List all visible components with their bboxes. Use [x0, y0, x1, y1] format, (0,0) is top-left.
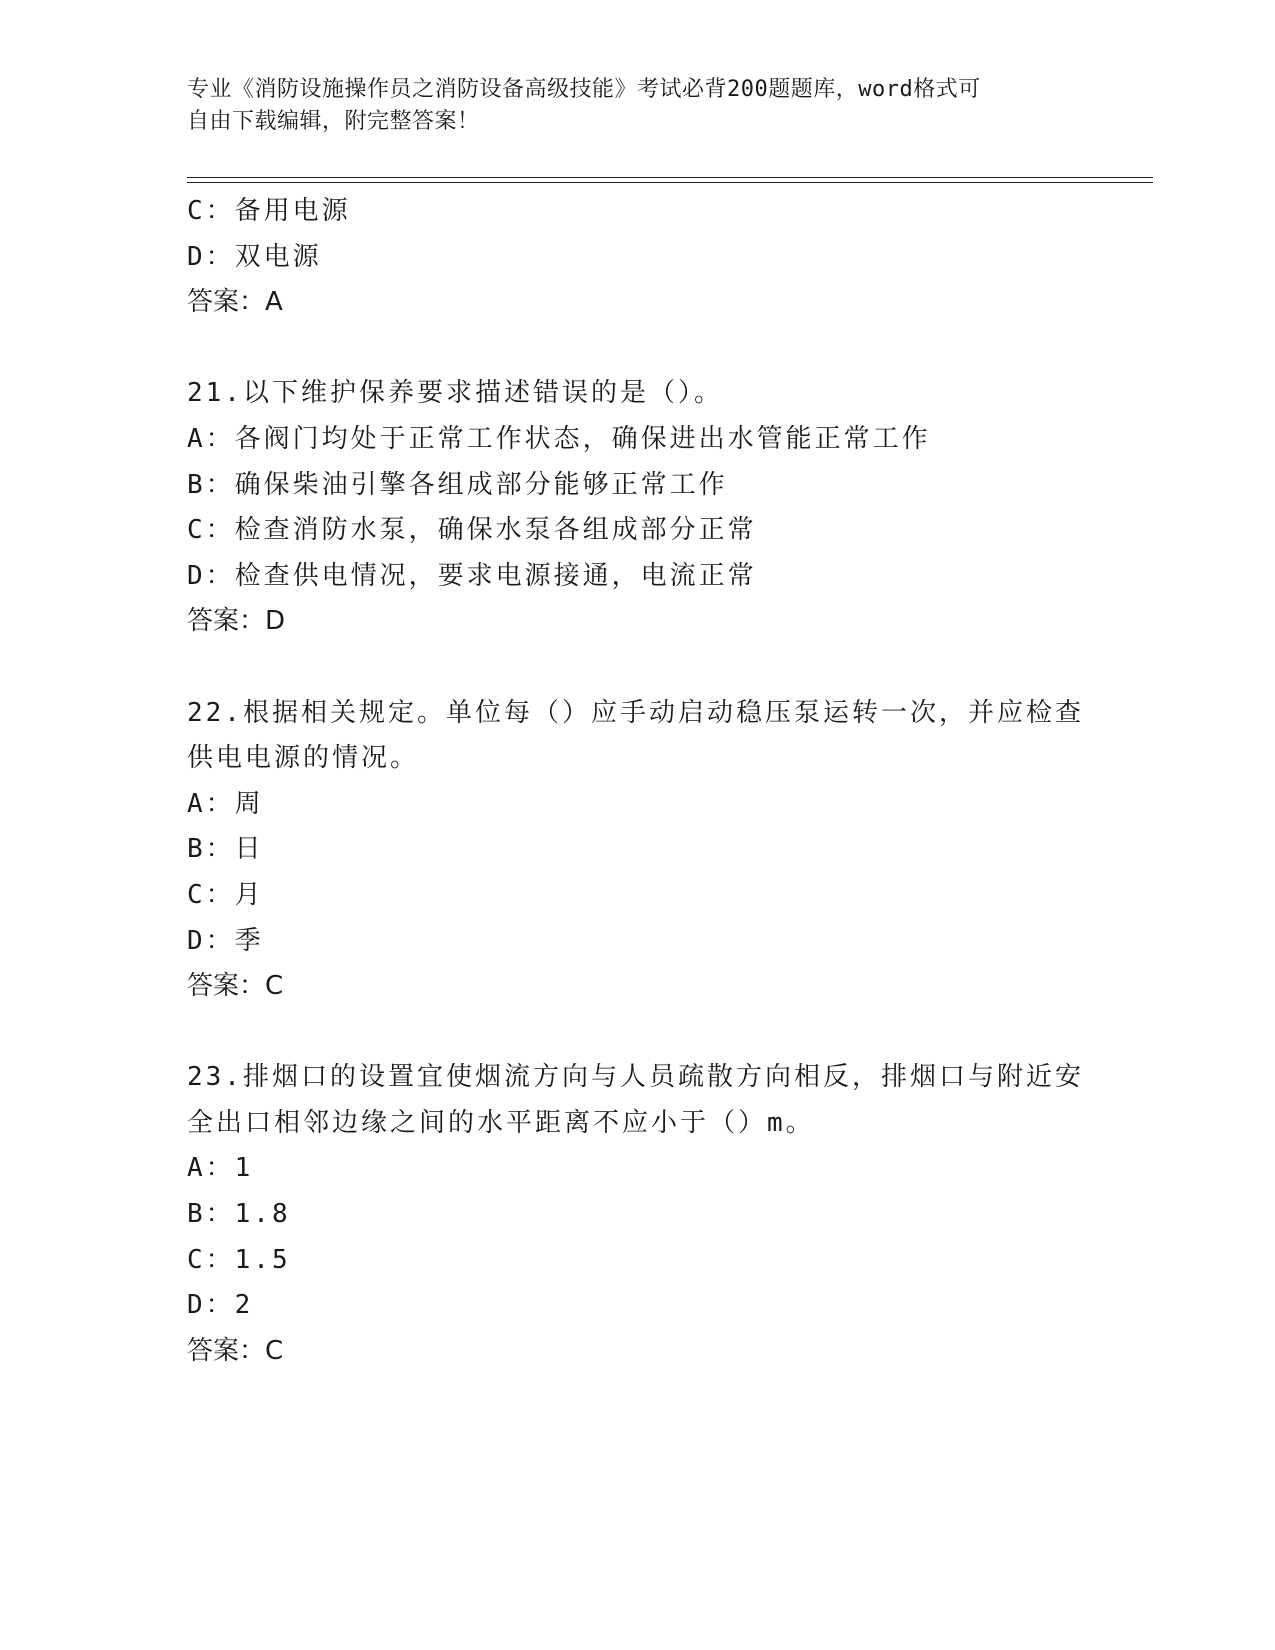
option-text: 双电源 [234, 241, 322, 272]
option-a: A：周 [187, 788, 264, 819]
question-text: 21.以下维护保养要求描述错误的是（）。 [187, 378, 723, 409]
option-c: C：备用电源 [187, 196, 351, 226]
option-c: C：1.5 [187, 1244, 291, 1275]
prev-question-block [187, 189, 1087, 326]
question-21 [187, 371, 1087, 645]
question-23 [187, 1055, 1087, 1374]
option-a: A：各阀门均处于正常工作状态，确保进出水管能正常工作 [187, 423, 931, 454]
option-d: D：检查供电情况，要求电源接通，电流正常 [187, 560, 757, 591]
option-d: D：季 [187, 925, 264, 956]
option-label: D [187, 241, 206, 272]
option-b: B：确保柴油引擎各组成部分能够正常工作 [187, 469, 728, 500]
option-d: D：2 [187, 1290, 254, 1321]
header-title-line-2: 自由下载编辑，附完整答案！ [187, 109, 480, 134]
question-text-continued: 供电电源的情况。 [187, 743, 420, 774]
option-label: C [187, 196, 206, 226]
option-c: C：月 [187, 879, 264, 910]
option-d: D：双电源 [187, 241, 322, 272]
spacer [187, 645, 1087, 691]
header-title-line-1: 专业《消防设施操作员之消防设备高级技能》考试必背200题题库，word格式可 [187, 77, 981, 102]
option-a: A：1 [187, 1153, 254, 1184]
question-22 [187, 691, 1087, 1010]
option-b: B：1.8 [187, 1199, 291, 1230]
answer-line: 答案：D [187, 606, 286, 637]
question-text-continued: 全出口相邻边缘之间的水平距离不应小于（）m。 [187, 1107, 815, 1138]
option-text: 备用电源 [234, 196, 351, 226]
option-b: B：日 [187, 834, 264, 865]
document-body [187, 189, 1087, 1374]
header-divider-top [187, 177, 1153, 178]
question-text: 23.排烟口的设置宜使烟流方向与人员疏散方向相反，排烟口与附近安 [187, 1062, 1084, 1093]
option-c: C：检查消防水泵，确保水泵各组成部分正常 [187, 515, 757, 546]
answer-line: 答案：C [187, 1335, 284, 1366]
spacer [187, 1010, 1087, 1056]
answer-line: 答案：C [187, 971, 284, 1002]
question-text: 22.根据相关规定。单位每（）应手动启动稳压泵运转一次，并应检查 [187, 697, 1084, 728]
spacer [187, 326, 1087, 372]
header-divider-bottom [187, 182, 1153, 183]
document-header [187, 74, 1067, 138]
answer-line: 答案：A [187, 287, 283, 318]
